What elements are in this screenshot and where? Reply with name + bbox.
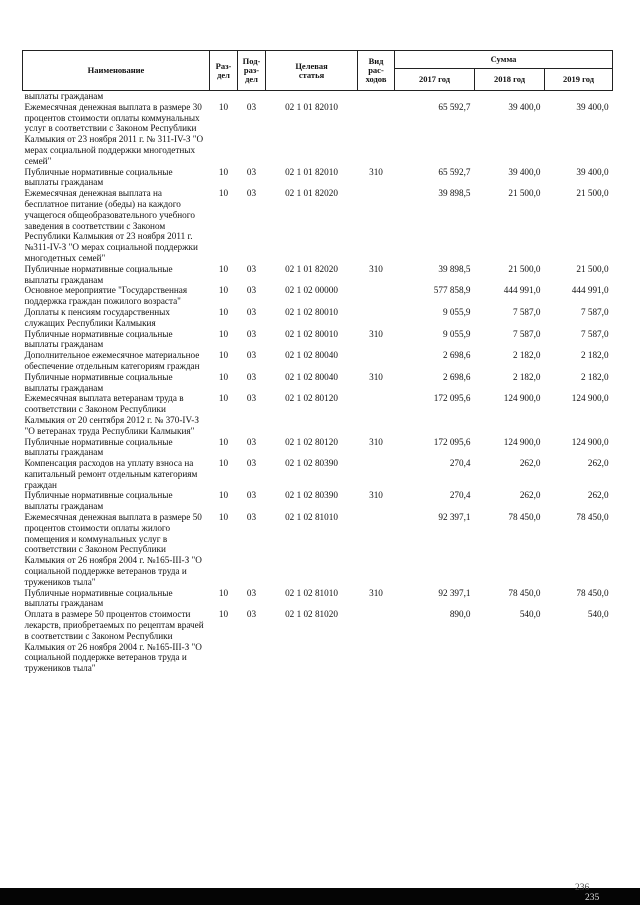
row-name-cell: Ежемесячная денежная выплата на бесплатное питание (обеды) на каждого учащегося общеобразовательного учебного заведения в соответствии с Законом Республики Калмыкия от 23 ноября 2011 г. №311-IV-З "О мерах социальной поддержки многодетных семей" [24,188,198,263]
table-row [23,372,613,394]
page-number-faded: 236 [575,883,590,893]
row-podrazdel-cell: 03 [246,436,257,447]
row-target-cell: 02 1 01 82010 [285,166,338,177]
row-2019-cell: 7 587,0 [580,328,609,339]
table-row [23,609,613,674]
row-razdel-cell: 10 [218,490,229,501]
row-razdel-cell: 10 [218,587,229,598]
row-razdel-cell: 10 [218,306,229,317]
row-2018-cell: 39 400,0 [508,166,541,177]
row-2018-cell: 2 182,0 [512,350,541,361]
row-razdel-cell: 10 [218,512,229,523]
row-razdel-cell: 10 [218,263,229,274]
row-2019-cell: 262,0 [587,490,609,501]
row-vid-cell: 310 [369,587,383,598]
row-2018-cell: 7 587,0 [512,328,541,339]
row-name-cell: выплаты гражданам [24,91,104,101]
table-row [23,350,613,372]
row-2018-cell: 21 500,0 [508,188,541,199]
row-name-cell: Публичные нормативные социальные выплаты гражданам [24,587,173,609]
row-2017-cell: 2 698,6 [442,350,471,361]
row-vid-cell: 310 [369,371,383,382]
col-header-vid-label: Вид рас- ходов [365,56,387,84]
row-2017-cell: 890,0 [449,609,471,620]
row-2019-cell: 39 400,0 [576,101,609,112]
row-name-cell: Доплаты к пенсиям государственных служащих Республики Калмыкия [24,306,170,328]
row-2018-cell: 540,0 [519,609,541,620]
row-2018-cell [475,91,545,102]
row-2018-cell: 124 900,0 [503,436,541,447]
row-vid-cell [358,350,395,372]
row-2017-cell: 92 397,1 [438,587,471,598]
row-podrazdel-cell: 03 [246,306,257,317]
col-header-name [23,51,210,91]
col-header-podrazdel [238,51,266,91]
row-2018-cell: 262,0 [519,458,541,469]
row-podrazdel-cell: 03 [246,587,257,598]
row-2017-cell: 39 898,5 [438,188,471,199]
row-vid-cell [358,307,395,329]
row-razdel-cell: 10 [218,458,229,469]
row-2019-cell: 78 450,0 [576,587,609,598]
row-name-cell: Публичные нормативные социальные выплаты гражданам [24,263,173,285]
table-row [23,588,613,610]
row-razdel-cell: 10 [218,328,229,339]
row-vid-cell: 310 [369,263,383,274]
table-row [23,393,613,436]
scan-footer-bar [0,888,640,905]
row-name-cell: Дополнительное ежемесячное материальное обеспечение отдельным категориям граждан [24,350,200,371]
col-header-2019 [545,69,613,91]
row-2018-cell: 7 587,0 [512,306,541,317]
row-name-cell: Публичные нормативные социальные выплаты гражданам [24,166,173,188]
row-target-cell: 02 1 01 82020 [285,188,338,199]
row-2017-cell: 65 592,7 [438,101,471,112]
row-podrazdel-cell [238,91,266,102]
row-podrazdel-cell: 03 [246,458,257,469]
table-row [23,437,613,459]
budget-table-body [23,91,613,675]
row-podrazdel-cell: 03 [246,101,257,112]
row-target-cell [266,91,358,102]
row-2019-cell: 78 450,0 [576,512,609,523]
row-2017-cell: 39 898,5 [438,263,471,274]
row-razdel-cell [210,91,238,102]
row-2019-cell: 7 587,0 [580,306,609,317]
col-header-name-label: Наименование [87,65,145,75]
col-header-2019-label: 2019 год [562,74,595,84]
table-row [23,329,613,351]
row-target-cell: 02 1 02 00000 [285,285,338,296]
row-2017-cell: 2 698,6 [442,371,471,382]
row-podrazdel-cell: 03 [246,393,257,404]
col-header-sum [395,51,613,69]
row-2018-cell: 39 400,0 [508,101,541,112]
row-2019-cell: 124 900,0 [571,436,609,447]
row-2017-cell: 577 858,9 [433,285,471,296]
col-header-2017 [395,69,475,91]
table-row [23,167,613,189]
row-2019-cell: 2 182,0 [580,350,609,361]
row-2018-cell: 78 450,0 [508,512,541,523]
row-razdel-cell: 10 [218,188,229,199]
row-target-cell: 02 1 02 80010 [285,306,338,317]
col-header-2018-label: 2018 год [493,74,526,84]
col-header-razdel-label: Раз- дел [215,60,232,80]
row-vid-cell [358,285,395,307]
row-2017-cell: 65 592,7 [438,166,471,177]
row-target-cell: 02 1 02 80120 [285,436,338,447]
row-name-cell: Ежемесячная денежная выплата в размере 30 процентов стоимости оплаты коммунальных услуг в соответствии с Законом Республики Калмыкия от 23 ноября 2011 г. № 311-IV-З "О мерах социальной поддержки многодетных семей" [24,101,204,166]
row-target-cell: 02 1 02 80390 [285,490,338,501]
col-header-razdel [210,51,238,91]
page-number: 235 [585,893,600,903]
row-2018-cell: 444 991,0 [503,285,541,296]
row-razdel-cell: 10 [218,285,229,296]
row-target-cell: 02 1 02 81020 [285,609,338,620]
row-vid-cell: 310 [369,328,383,339]
row-vid-cell: 310 [369,436,383,447]
col-header-target [266,51,358,91]
row-podrazdel-cell: 03 [246,285,257,296]
col-header-sum-label: Сумма [490,54,517,64]
row-vid-cell [358,458,395,490]
row-name-cell: Оплата в размере 50 процентов стоимости лекарств, приобретаемых по рецептам врачей в соответствии с Законом Республики Калмыкия от 26 ноября 2004 г. №165-III-З "О социальной поддержке ветеранов труда и тружеников тыла" [24,609,204,674]
row-2019-cell: 2 182,0 [580,371,609,382]
row-2017-cell: 9 055,9 [442,306,471,317]
row-vid-cell [358,609,395,674]
row-podrazdel-cell: 03 [246,609,257,620]
col-header-2018 [475,69,545,91]
budget-table-page [22,50,612,674]
row-name-cell: Публичные нормативные социальные выплаты гражданам [24,490,173,512]
row-target-cell: 02 1 02 80120 [285,393,338,404]
row-target-cell: 02 1 02 80040 [285,350,338,361]
row-razdel-cell: 10 [218,393,229,404]
row-name-cell: Ежемесячная денежная выплата в размере 50 процентов стоимости оплаты жилого помещения и коммунальных услуг в соответствии с Законом Республики Калмыкия от 26 ноября 2004 г. №165-III-З "О социальной поддержке ветеранов труда и тружеников тыла" [24,512,202,587]
row-podrazdel-cell: 03 [246,166,257,177]
row-2018-cell: 124 900,0 [503,393,541,404]
table-row [23,285,613,307]
table-row [23,264,613,286]
row-vid-cell [358,188,395,264]
row-2019-cell: 262,0 [587,458,609,469]
row-podrazdel-cell: 03 [246,512,257,523]
row-2018-cell: 21 500,0 [508,263,541,274]
row-name-cell: Компенсация расходов на уплату взноса на капитальный ремонт отдельным категориям граждан [24,458,198,490]
row-razdel-cell: 10 [218,166,229,177]
row-2019-cell: 39 400,0 [576,166,609,177]
row-2018-cell: 78 450,0 [508,587,541,598]
row-vid-cell [358,102,395,167]
row-2017-cell: 270,4 [449,490,471,501]
table-row [23,102,613,167]
row-podrazdel-cell: 03 [246,350,257,361]
row-target-cell: 02 1 02 81010 [285,587,338,598]
row-name-cell: Ежемесячная выплата ветеранам труда в соответствии с Законом Республики Калмыкия от 20 сентября 2012 г. № 370-IV-З "О ветеранах труда Республики Калмыкия" [24,393,199,436]
row-2019-cell: 21 500,0 [576,188,609,199]
row-razdel-cell: 10 [218,609,229,620]
row-target-cell: 02 1 02 80010 [285,328,338,339]
row-2017-cell: 92 397,1 [438,512,471,523]
row-2019-cell: 21 500,0 [576,263,609,274]
row-vid-cell [358,91,395,102]
row-2019-cell [545,91,613,102]
row-2017-cell: 172 095,6 [433,436,471,447]
row-podrazdel-cell: 03 [246,490,257,501]
row-podrazdel-cell: 03 [246,188,257,199]
row-razdel-cell: 10 [218,101,229,112]
row-2019-cell: 540,0 [587,609,609,620]
row-vid-cell [358,512,395,588]
row-target-cell: 02 1 01 82020 [285,263,338,274]
table-row [23,188,613,264]
row-2017-cell: 9 055,9 [442,328,471,339]
row-vid-cell: 310 [369,166,383,177]
row-target-cell: 02 1 02 80390 [285,458,338,469]
row-razdel-cell: 10 [218,436,229,447]
row-name-cell: Публичные нормативные социальные выплаты гражданам [24,436,173,458]
row-2018-cell: 2 182,0 [512,371,541,382]
col-header-vid [358,51,395,91]
row-target-cell: 02 1 02 81010 [285,512,338,523]
row-2019-cell: 124 900,0 [571,393,609,404]
row-2018-cell: 262,0 [519,490,541,501]
row-name-cell: Публичные нормативные социальные выплаты гражданам [24,371,173,393]
row-target-cell: 02 1 02 80040 [285,371,338,382]
row-podrazdel-cell: 03 [246,328,257,339]
row-razdel-cell: 10 [218,371,229,382]
row-target-cell: 02 1 01 82010 [285,101,338,112]
row-vid-cell: 310 [369,490,383,501]
table-row [23,458,613,490]
row-razdel-cell: 10 [218,350,229,361]
budget-table [22,50,613,674]
row-2019-cell: 444 991,0 [571,285,609,296]
row-name-cell: Основное мероприятие "Государственная поддержка граждан пожилого возраста" [24,285,188,307]
row-vid-cell [358,393,395,436]
col-header-target-label: Целевая статья [295,60,328,80]
row-2017-cell: 270,4 [449,458,471,469]
row-podrazdel-cell: 03 [246,263,257,274]
table-row [23,91,613,102]
row-2017-cell: 172 095,6 [433,393,471,404]
table-row [23,512,613,588]
table-row [23,490,613,512]
row-name-cell: Публичные нормативные социальные выплаты гражданам [24,328,173,350]
col-header-podrazdel-label: Под- раз- дел [242,56,261,84]
table-row [23,307,613,329]
row-2017-cell [395,91,475,102]
col-header-2017-label: 2017 год [418,74,451,84]
row-podrazdel-cell: 03 [246,371,257,382]
